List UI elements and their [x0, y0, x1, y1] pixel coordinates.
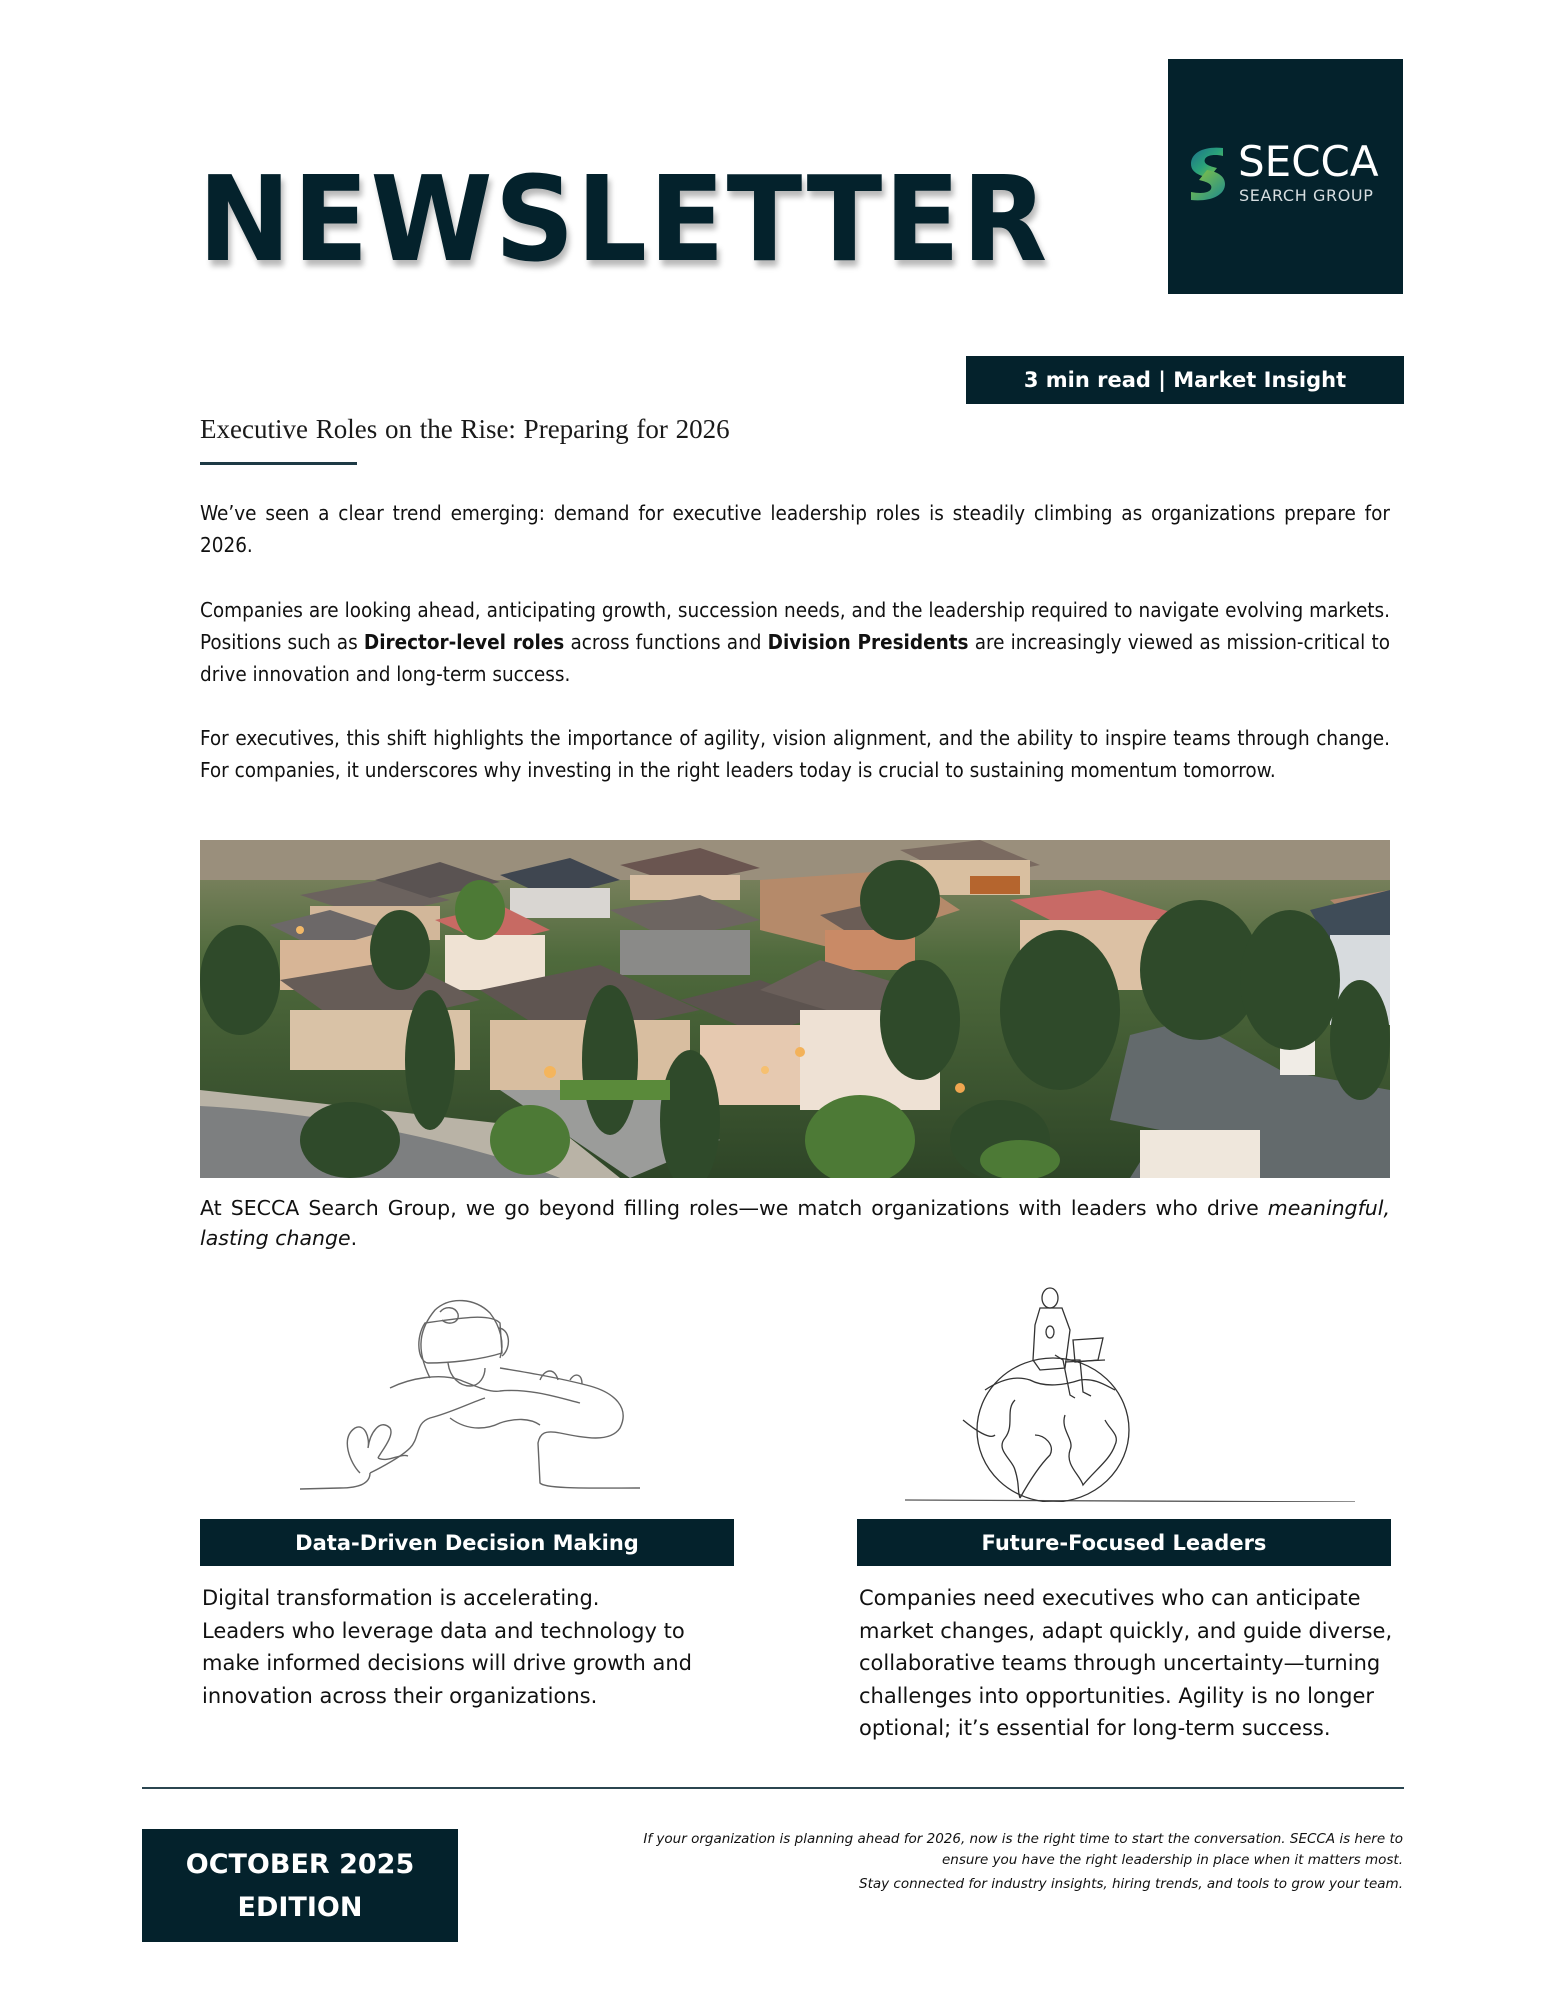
neighborhood-aerial-photo — [200, 840, 1390, 1178]
feature-line: Leaders who leverage data and technology to make informed decisions will drive growth and innovation across their organizations. — [202, 1618, 692, 1708]
footer-note — [603, 1829, 1403, 1895]
highlight-director-roles: Director-level roles — [363, 630, 565, 654]
article-paragraph-1: We’ve seen a clear trend emerging: demand for executive leadership roles is steadily climbing as organizations prepare for 2026. — [200, 501, 1390, 557]
paragraph-text: Companies are looking ahead, anticipating growth, succession needs, and the leadership required to navigate evolving markets. Positions such as — [200, 598, 1390, 654]
paragraph-text: across functions and — [564, 630, 768, 654]
footer-cta-text: If your organization is planning ahead for 2026, now is the right time to start the conversation. SECCA is here to ensure you have the right leadership in place when it matters most. — [643, 1831, 1403, 1868]
edition-badge — [142, 1829, 458, 1942]
secca-logo — [1168, 59, 1403, 294]
caption-text: At SECCA Search Group, we go beyond filling roles—we match organizations with leaders who drive — [200, 1196, 1268, 1220]
secca-s-logo-icon — [1183, 144, 1231, 204]
edition-month: OCTOBER 2025 — [185, 1848, 415, 1880]
caption-emphasis: meaningful, lasting change — [200, 1196, 1390, 1250]
feature-heading-future-focused: Future-Focused Leaders — [857, 1519, 1391, 1566]
neighborhood-photo-illustration — [200, 840, 1390, 1178]
feature-text-future-focused — [859, 1582, 1399, 1745]
footer-divider — [142, 1787, 1404, 1789]
footer-stay-connected-text: Stay connected for industry insights, hiring trends, and tools to grow your team. — [859, 1876, 1403, 1892]
edition-label: EDITION — [237, 1891, 363, 1923]
vr-headset-person-illustration — [300, 1268, 640, 1490]
logo-wordmark: SECCA — [1238, 137, 1379, 186]
feature-line: Digital transformation is accelerating. — [202, 1586, 600, 1610]
robot-on-globe-illustration — [905, 1270, 1355, 1502]
highlight-division-presidents: Division Presidents — [767, 630, 969, 654]
feature-line: Companies need executives who can anticipate market changes, adapt quickly, and guide diverse, collaborative teams through uncertainty—turning challenges into opportunities. Agility is no longer optional; it’s essential for long-term success. — [859, 1586, 1393, 1740]
article-paragraph-3: For executives, this shift highlights the importance of agility, vision alignment, and the ability to inspire teams through change. For companies, it underscores why investing in the right leaders today is crucial to sustaining momentum tomorrow. — [200, 726, 1390, 782]
feature-heading-data-driven: Data-Driven Decision Making — [200, 1519, 734, 1566]
article-title: Executive Roles on the Rise: Preparing for 2026 — [200, 414, 730, 444]
logo-subtitle: SEARCH GROUP — [1239, 186, 1374, 205]
feature-text-data-driven — [202, 1582, 742, 1712]
title-underline — [200, 462, 357, 465]
newsletter-title: NEWSLETTER — [198, 150, 1050, 288]
article-paragraph-2 — [200, 594, 1390, 690]
paragraph-text: are increasingly viewed as mission-critical to drive innovation and long-term success. — [200, 630, 1390, 686]
image-caption — [200, 1193, 1390, 1253]
caption-text: . — [350, 1226, 358, 1250]
read-time-tag: 3 min read | Market Insight — [966, 356, 1404, 404]
